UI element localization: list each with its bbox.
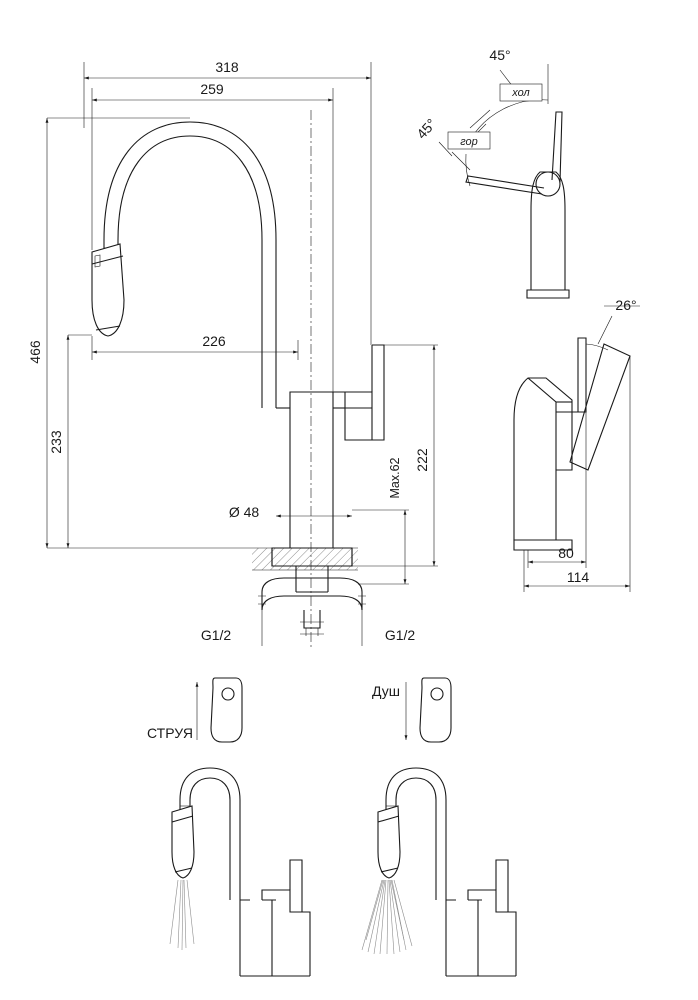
dim-80: 80 bbox=[558, 545, 574, 561]
dim-222: 222 bbox=[414, 448, 430, 472]
top-view-lever-rotation bbox=[413, 47, 569, 298]
dim-114: 114 bbox=[566, 569, 590, 585]
dim-226: 226 bbox=[202, 333, 226, 349]
label-shower-mode: Душ bbox=[371, 683, 401, 699]
angle-hot-45: 45° bbox=[413, 115, 440, 142]
dim-233: 233 bbox=[48, 430, 64, 454]
dim-259: 259 bbox=[200, 81, 224, 97]
main-view-dimension-lines bbox=[27, 59, 438, 646]
dim-diameter-48: Ø 48 bbox=[228, 504, 260, 520]
bottom-view-stream bbox=[170, 768, 310, 976]
label-g12-right: G1/2 bbox=[384, 627, 416, 643]
angle-cold-45: 45° bbox=[489, 47, 511, 63]
side-view-lever-tilt bbox=[514, 297, 640, 592]
main-view-faucet bbox=[92, 110, 384, 648]
dim-318: 318 bbox=[215, 59, 239, 75]
bottom-view-shower bbox=[362, 768, 516, 976]
mounting-assembly bbox=[258, 566, 366, 636]
angle-lever-26: 26° bbox=[615, 297, 637, 313]
dim-max-62: Max.62 bbox=[388, 457, 402, 499]
label-cold: хол bbox=[512, 87, 530, 99]
mode-selector-icons bbox=[147, 678, 451, 742]
water-stream bbox=[170, 880, 194, 950]
label-hot: гор bbox=[460, 136, 478, 148]
label-g12-left: G1/2 bbox=[200, 627, 232, 643]
label-stream-mode: СТРУЯ bbox=[147, 725, 193, 741]
spray-head bbox=[92, 244, 124, 336]
dim-466: 466 bbox=[27, 340, 43, 364]
shower-spray bbox=[362, 880, 412, 954]
